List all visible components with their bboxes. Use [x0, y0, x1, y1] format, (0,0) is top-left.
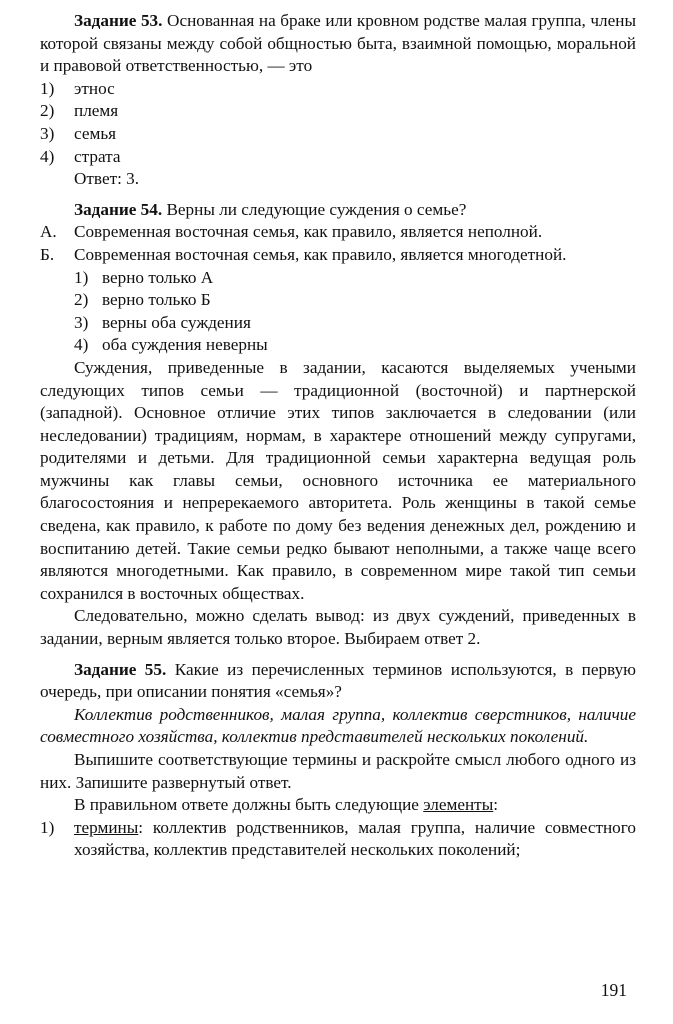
task-55-terms: Коллектив родственников, малая группа, коллектив сверстников, наличие совместного хозяйства, коллектив представителей нескольких поколений. — [40, 704, 636, 747]
option-text: племя — [74, 101, 119, 121]
statement-text: Современная восточная семья, как правило, является неполной. — [74, 222, 543, 242]
task-55-question — [40, 659, 636, 704]
task-53-answer: Ответ: 3. — [74, 169, 140, 189]
task-55-instruction: Выпишите соответствующие термины и раскройте смысл любого одного из них. Запишите развернутый ответ. — [40, 750, 636, 792]
option-number: 4) — [40, 146, 55, 166]
task-53-question-text: Основанная на браке или кровном родстве малая группа, члены которой связаны между собой общностью быта, взаимной помощью, моральной и правовой ответственностью, — это — [40, 11, 637, 76]
option-number: 2) — [74, 290, 89, 310]
statement-letter: А. — [40, 222, 57, 242]
option-row — [74, 267, 636, 290]
task-53-question — [40, 10, 636, 78]
option-row — [40, 100, 636, 123]
option-number: 1) — [74, 267, 89, 287]
statement-row — [40, 244, 636, 267]
task-55 — [40, 659, 636, 862]
option-number: 4) — [74, 335, 89, 355]
answer-element-number: 1) — [40, 817, 55, 837]
elements-word: элементы — [423, 795, 494, 815]
task-54-question — [40, 199, 636, 222]
option-number: 3) — [40, 123, 55, 143]
option-row — [74, 289, 636, 312]
task-55-question-text: Какие из перечисленных терминов используются, в первую очередь, при описании понятия «семья»? — [40, 659, 637, 702]
statement-text: Современная восточная семья, как правило, является многодетной. — [74, 244, 567, 264]
option-number: 2) — [40, 101, 55, 121]
option-row — [40, 78, 636, 101]
option-text: этнос — [74, 78, 115, 98]
task-55-elements-intro — [40, 794, 636, 817]
task-54-label: Задание 54. — [74, 199, 163, 219]
task-54-options — [40, 267, 636, 357]
answer-element-body: : коллектив родственников, малая группа, наличие совместного хозяйства, коллектив представителей нескольких поколений; — [74, 817, 636, 860]
option-row — [40, 146, 636, 169]
task-54-conclusion: Следовательно, можно сделать вывод: из двух суждений, приведенных в задании, верным является только второе. Выбираем ответ 2. — [40, 606, 636, 649]
option-row — [74, 334, 636, 357]
option-row — [74, 312, 636, 335]
elements-colon: : — [493, 795, 499, 815]
elements-intro-text: В правильном ответе должны быть следующие — [74, 795, 419, 815]
answer-element-row — [40, 817, 636, 862]
option-number: 1) — [40, 78, 55, 98]
answer-element-text — [74, 817, 636, 862]
statement-letter: Б. — [40, 244, 55, 264]
option-text: верны оба суждения — [102, 312, 251, 332]
task-54-question-text: Верны ли следующие суждения о семье? — [166, 199, 467, 219]
option-text: верно только А — [102, 267, 214, 287]
task-53 — [40, 10, 636, 191]
option-text: страта — [74, 146, 121, 166]
option-text: оба суждения неверны — [102, 335, 268, 355]
page-number: 191 — [600, 980, 627, 1000]
task-53-label: Задание 53. — [74, 11, 163, 30]
option-text: верно только Б — [102, 290, 211, 310]
task-54-explanation: Суждения, приведенные в задании, касаются выделяемых учеными следующих типов семьи — традиционной (восточной) и партнерской (западной). Основное отличие этих типов заключается в следовании (или неследовании) традициям, нормам, в характере отношений между супругами, родителями и детьми. Для традиционной семьи характерна ведущая роль мужчины как главы семьи, основного источника ее материального благосостояния и непререкаемого авторитета. Роль женщины в такой семье сведена, как правило, к работе по дому без ведения денежных дел, рождению и воспитанию детей. Такие семьи редко бывают неполными, а также чаще всего являются многодетными. Как правило, в современном мире такой тип семьи сохранился в восточных обществах. — [40, 357, 636, 603]
task-54 — [40, 199, 636, 651]
page-content — [40, 10, 636, 862]
option-number: 3) — [74, 312, 89, 332]
option-row — [40, 123, 636, 146]
task-55-label: Задание 55. — [74, 659, 167, 679]
answer-element-label: термины — [74, 817, 139, 837]
statement-row — [40, 221, 636, 244]
option-text: семья — [74, 123, 117, 143]
